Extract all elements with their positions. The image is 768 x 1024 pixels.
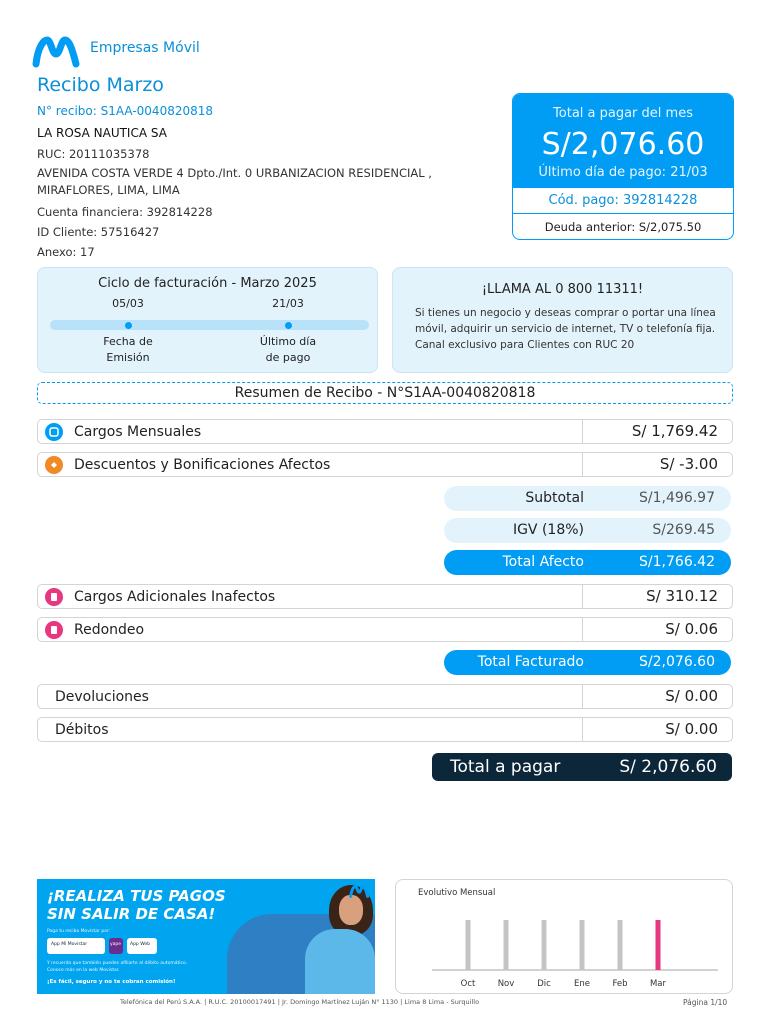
movistar-banner-logo xyxy=(349,883,371,899)
emission-marker xyxy=(125,322,132,329)
banner-autodebit: Y recuerda que también puedes afiliarte al débito automático. xyxy=(47,961,188,966)
monthly-charges-value: S/ 1,769.42 xyxy=(582,419,732,444)
total-billed-pill xyxy=(444,650,731,675)
yape-badge xyxy=(109,938,123,954)
banner-headline xyxy=(47,887,226,923)
app-web-label: App Web xyxy=(130,942,151,947)
call-body-line3: Canal exclusivo para Clientes con RUC 20 xyxy=(415,339,635,351)
call-body-line2: móvil, adquirir un servicio de internet, TV o telefonía fija. xyxy=(415,323,716,335)
rounding-label: Redondeo xyxy=(74,622,145,638)
grand-total-label: Total a pagar xyxy=(450,757,561,777)
discounts-row xyxy=(37,452,733,477)
debits-label: Débitos xyxy=(55,722,109,738)
subtotal-label: Subtotal xyxy=(525,490,584,506)
phone-icon xyxy=(45,423,63,441)
chart-tick-label-feb: Feb xyxy=(612,979,628,989)
total-due-box xyxy=(512,93,734,240)
discount-tag-icon xyxy=(45,456,63,474)
footer-legal: Telefónica del Perú S.A.A. | R.U.C. 20100017491 | Jr. Domingo Martínez Luján N° 1130 | Lima 8 Lima - Surquillo xyxy=(120,998,480,1006)
client-id: ID Cliente: 57516427 xyxy=(37,225,160,239)
chart-tick-label-oct: Oct xyxy=(460,979,476,989)
banner-headline-line1: ¡REALIZA TUS PAGOS xyxy=(47,887,226,905)
woman-shirt-illustration xyxy=(305,929,375,994)
total-affected-pill xyxy=(444,550,731,575)
call-title: ¡LLAMA AL 0 800 11311! xyxy=(481,282,644,297)
chart-tick-label-nov: Nov xyxy=(497,979,515,989)
igv-pill xyxy=(444,518,731,543)
chart-tick-label-dic: Dic xyxy=(537,979,551,989)
ruc: RUC: 20111035378 xyxy=(37,147,150,161)
receipt-number: N° recibo: S1AA-0040820818 xyxy=(37,104,214,118)
emission-label xyxy=(88,334,168,366)
total-affected-value: S/1,766.42 xyxy=(639,554,715,570)
chart-bar-oct xyxy=(466,920,471,970)
payment-code: Cód. pago: 392814228 xyxy=(513,188,733,214)
movistar-logo xyxy=(32,32,84,70)
billing-cycle-title: Ciclo de facturación - Marzo 2025 xyxy=(98,276,317,291)
refunds-row xyxy=(37,684,733,709)
billing-cycle-panel xyxy=(37,267,378,373)
due-label-line2: de pago xyxy=(265,351,311,364)
total-billed-label: Total Facturado xyxy=(477,654,584,670)
chart-title: Evolutivo Mensual xyxy=(418,888,496,898)
total-due-label: Total a pagar del mes xyxy=(553,106,693,121)
cycle-timeline xyxy=(50,320,369,330)
emission-label-line1: Fecha de xyxy=(103,335,153,348)
banner-headline-line2: SIN SALIR DE CASA! xyxy=(47,905,216,923)
page-number: Página 1/10 xyxy=(683,998,728,1007)
igv-value: S/269.45 xyxy=(652,522,715,538)
monthly-charges-row xyxy=(37,419,733,444)
document-icon xyxy=(45,621,63,639)
grand-total xyxy=(432,753,732,781)
debits-value: S/ 0.00 xyxy=(582,717,732,742)
total-affected-label: Total Afecto xyxy=(502,554,584,570)
rounding-value: S/ 0.06 xyxy=(582,617,732,642)
chart-bar-feb xyxy=(618,920,623,970)
annex: Anexo: 17 xyxy=(37,245,95,259)
due-date: Último día de pago: 21/03 xyxy=(538,165,708,180)
due-marker xyxy=(285,322,292,329)
subtotal-pill xyxy=(444,486,731,511)
call-body xyxy=(415,305,725,353)
chart-bar-nov xyxy=(504,920,509,970)
due-label-line1: Último día xyxy=(259,335,317,348)
igv-label: IGV (18%) xyxy=(512,522,584,538)
call-panel xyxy=(392,267,733,373)
chart-tick-label-ene: Ene xyxy=(574,979,590,989)
app-mi-movistar-badge xyxy=(47,938,105,954)
additional-charges-row xyxy=(37,584,733,609)
grand-total-value: S/ 2,076.60 xyxy=(619,757,717,777)
page-title: Recibo Marzo xyxy=(37,74,164,96)
chart-plot xyxy=(396,880,734,995)
chart-bar-mar xyxy=(656,920,661,970)
chart-bar-dic xyxy=(542,920,547,970)
monthly-evolution-chart xyxy=(395,879,733,994)
total-due-amount: S/2,076.60 xyxy=(541,127,705,162)
debits-row xyxy=(37,717,733,742)
call-body-line1: Si tienes un negocio y deseas comprar o portar una línea xyxy=(415,307,716,319)
chart-tick-label-mar: Mar xyxy=(649,979,667,989)
rounding-row xyxy=(37,617,733,642)
banner-web-info: Conoce más en la web Movistar. xyxy=(47,968,120,973)
additional-charges-label: Cargos Adicionales Inafectos xyxy=(74,589,276,605)
due-date-cycle: 21/03 xyxy=(272,297,304,310)
total-due-header xyxy=(513,94,733,188)
refunds-label: Devoluciones xyxy=(55,689,149,705)
woman-face-illustration xyxy=(339,895,363,925)
summary-header: Resumen de Recibo - N°S1AA-0040820818 xyxy=(37,382,733,404)
monthly-charges-label: Cargos Mensuales xyxy=(74,424,202,440)
address-line-1: AVENIDA COSTA VERDE 4 Dpto./Int. 0 URBANIZACION RESIDENCIAL , xyxy=(37,166,432,180)
discounts-label: Descuentos y Bonificaciones Afectos xyxy=(74,457,331,473)
due-label xyxy=(248,334,328,366)
previous-debt: Deuda anterior: S/2,075.50 xyxy=(544,220,702,234)
brand-name: Empresas Móvil xyxy=(90,40,200,56)
address-line-2: MIRAFLORES, LIMA, LIMA xyxy=(37,183,180,197)
app-mi-movistar-label: App Mi Movistar xyxy=(51,942,88,947)
document-icon xyxy=(45,588,63,606)
subtotal-value: S/1,496.97 xyxy=(639,490,715,506)
company-name: LA ROSA NAUTICA SA xyxy=(37,126,167,140)
banner-footer: ¡Es fácil, seguro y no te cobran comisión! xyxy=(47,979,176,985)
yape-label: yape xyxy=(110,942,122,947)
banner-pay-by: Paga tu recibo Movistar por: xyxy=(47,929,111,934)
discounts-value: S/ -3.00 xyxy=(582,452,732,477)
payments-banner[interactable] xyxy=(37,879,375,994)
chart-bar-ene xyxy=(580,920,585,970)
financial-account: Cuenta financiera: 392814228 xyxy=(37,205,213,219)
emission-label-line2: Emisión xyxy=(106,351,150,364)
total-billed-value: S/2,076.60 xyxy=(639,654,715,670)
app-web-badge xyxy=(127,938,157,954)
additional-charges-value: S/ 310.12 xyxy=(582,584,732,609)
emission-date: 05/03 xyxy=(112,297,144,310)
refunds-value: S/ 0.00 xyxy=(582,684,732,709)
